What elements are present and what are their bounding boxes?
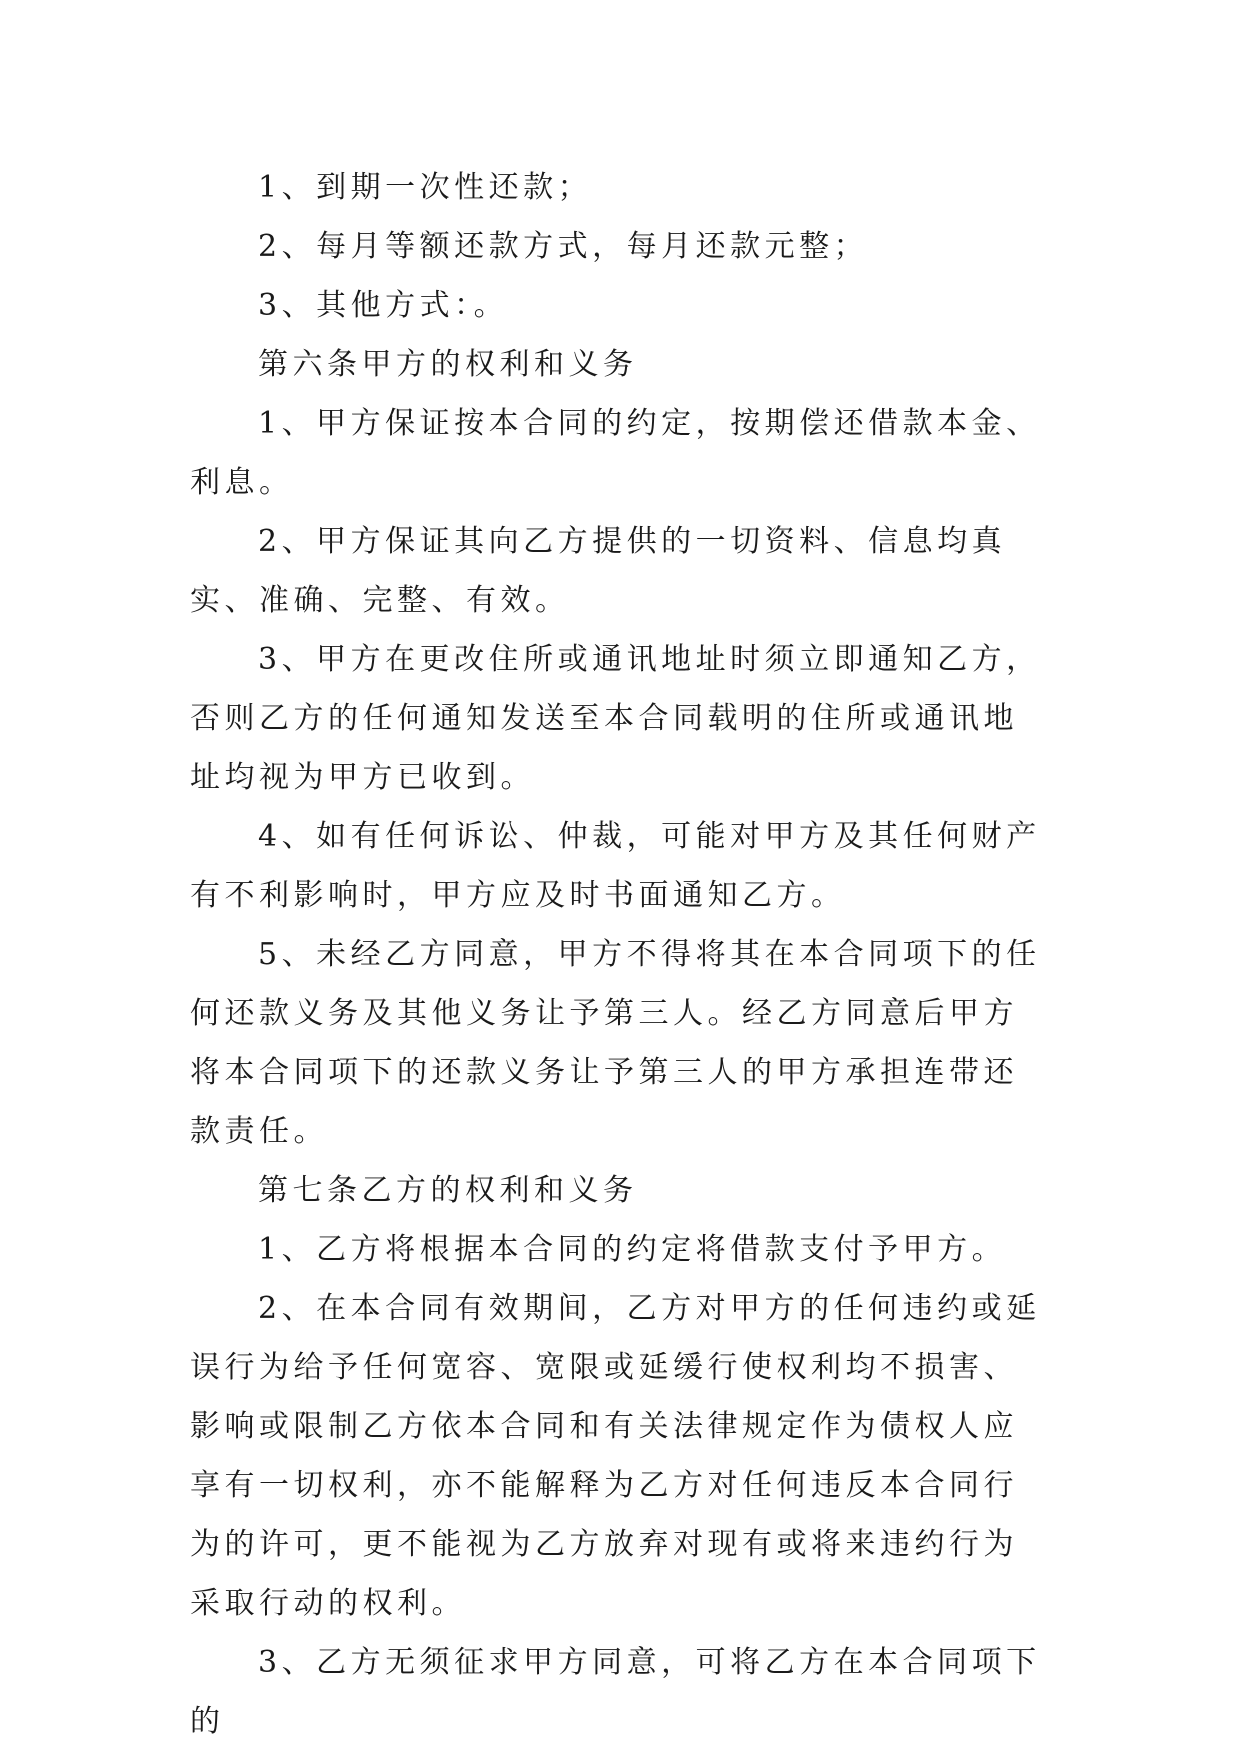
article-7-clause-2: 2、在本合同有效期间，乙方对甲方的任何违约或延误行为给予任何宽容、宽限或延缓行使权利均不损害、影响或限制乙方依本合同和有关法律规定作为债权人应享有一切权利，亦不能解释为乙方对任何违反本合同行为的许可，更不能视为乙方放弃对现有或将来违约行为采取行动的权利。: [190, 1291, 1041, 1621]
article-7-heading: 第七条乙方的权利和义务: [258, 1173, 638, 1208]
article-7-clause-1: 1、乙方将根据本合同的约定将借款支付予甲方。: [258, 1232, 1007, 1267]
article-7-clause-3: 3、乙方无须征求甲方同意，可将乙方在本合同项下的: [190, 1645, 1041, 1739]
article-6-heading: 第六条甲方的权利和义务: [258, 347, 638, 382]
repayment-option-other: 3、其他方式：。: [258, 288, 509, 323]
article-6-clause-4: 4、如有任何诉讼、仲裁，可能对甲方及其任何财产有不利影响时，甲方应及时书面通知乙方。: [190, 819, 1041, 913]
article-6-clause-2: 2、甲方保证其向乙方提供的一切资料、信息均真实、准确、完整、有效。: [190, 524, 1007, 618]
article-6-clause-5: 5、未经乙方同意，甲方不得将其在本合同项下的任何还款义务及其他义务让予第三人。经乙方同意后甲方将本合同项下的还款义务让予第三人的甲方承担连带还款责任。: [190, 937, 1041, 1149]
article-6-clause-3: 3、甲方在更改住所或通讯地址时须立即通知乙方，否则乙方的任何通知发送至本合同载明的住所或通讯地址均视为甲方已收到。: [190, 642, 1041, 795]
repayment-option-lump-sum: 1、到期一次性还款；: [258, 170, 593, 205]
document-body: [190, 158, 1050, 1751]
article-6-clause-1: 1、甲方保证按本合同的约定，按期偿还借款本金、利息。: [190, 406, 1041, 500]
repayment-option-monthly: 2、每月等额还款方式，每月还款元整；: [258, 229, 869, 264]
